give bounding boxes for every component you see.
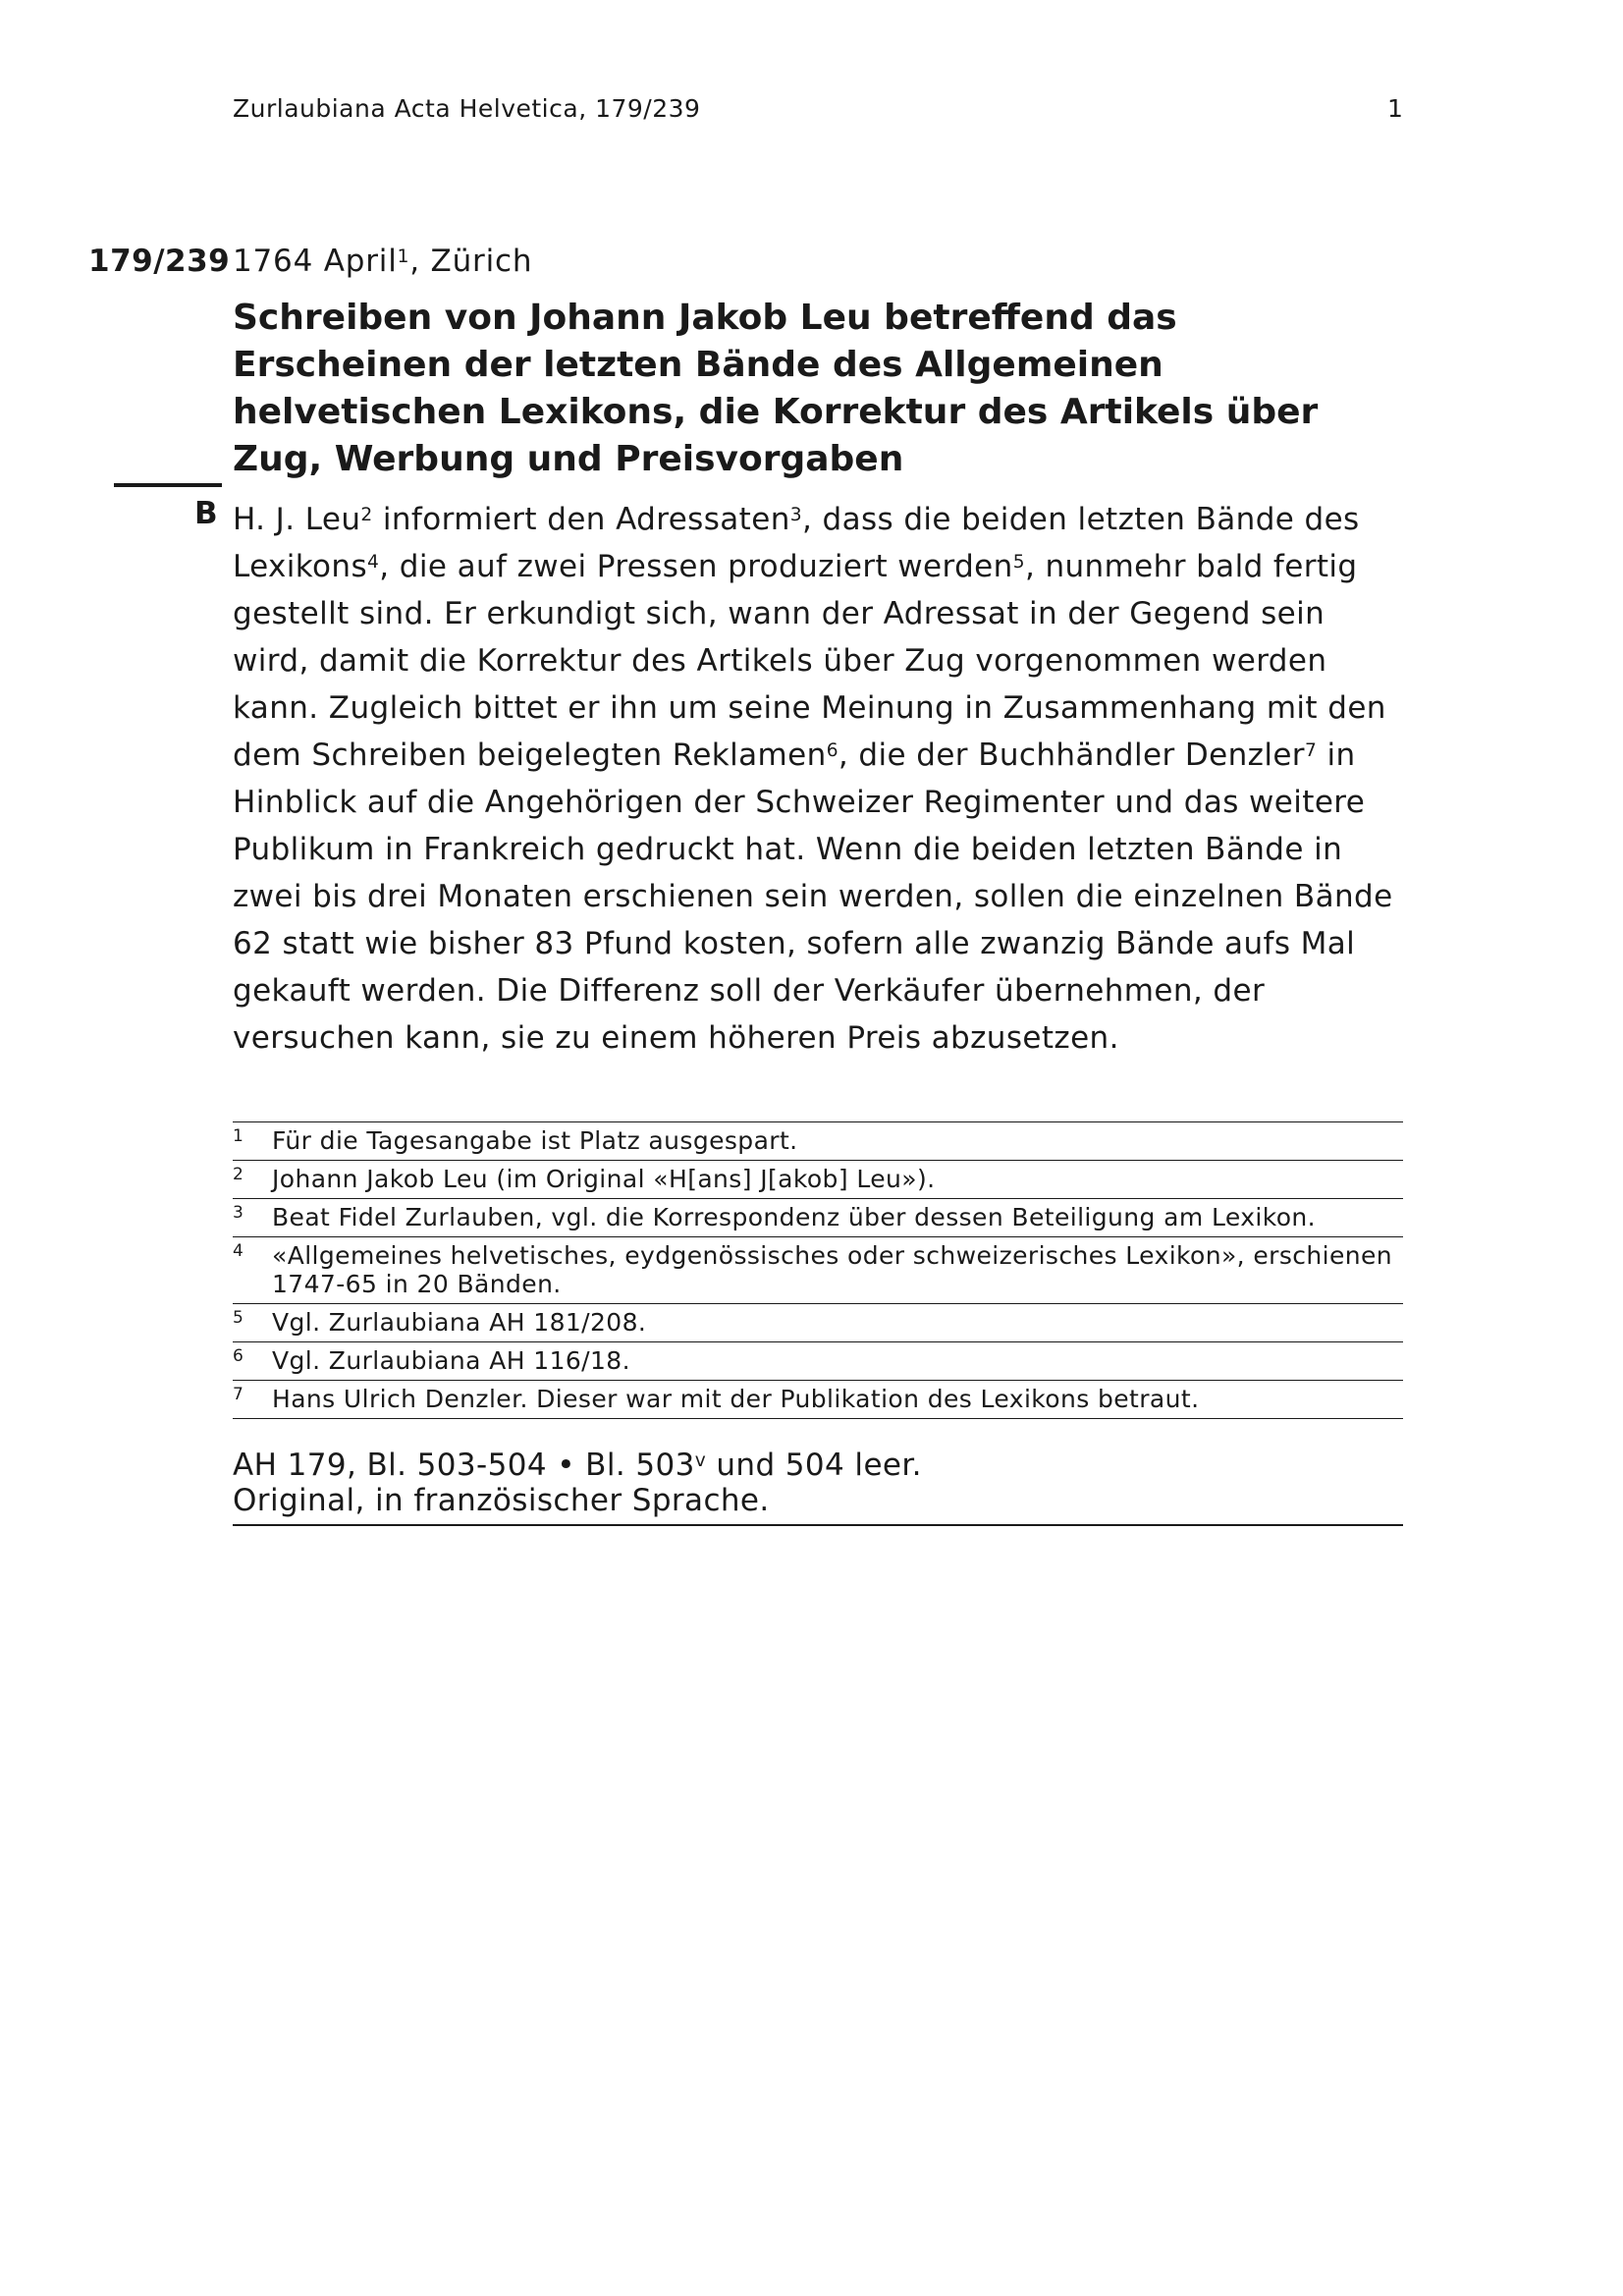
footnote-ref[interactable]: 5: [1012, 551, 1025, 573]
source-line-1: [233, 1448, 1403, 1483]
footnote-number: 1: [233, 1126, 244, 1146]
verso-mark: v: [694, 1449, 707, 1471]
abstract-segment: , die der Buchhändler Denzler: [838, 738, 1305, 773]
source-line-2: Original, in französischer Sprache.: [233, 1483, 770, 1518]
footnote-text: Johann Jakob Leu (im Original «H[ans] J[akob] Leu»).: [272, 1165, 936, 1193]
footnote-number: 3: [233, 1203, 244, 1223]
abstract-segment: , nunmehr bald fertig gestellt sind. Er erkundigt sich, wann der Adressat in der Gegend sein wird, damit die Korrektur des Artikels über Zug vorgenommen werden kann. Zugleich bittet er ihn um seine Meinung in Zusammenhang mit den dem Schreiben beigelegten Reklamen: [233, 549, 1386, 773]
footnote-number: 2: [233, 1165, 244, 1184]
footnote-number: 7: [233, 1385, 244, 1404]
abstract-segment: , die auf zwei Pressen produziert werden: [379, 549, 1013, 584]
footnote-text: Für die Tagesangabe ist Platz ausgespart.: [272, 1126, 798, 1155]
abstract-text: [233, 496, 1411, 1062]
source-text: und 504 leer.: [706, 1448, 922, 1483]
footnote: [233, 1237, 1403, 1304]
running-header: Zurlaubiana Acta Helvetica, 179/239: [233, 94, 701, 123]
footnote: [233, 1381, 1403, 1419]
footnote-number: 4: [233, 1241, 244, 1261]
footnote: [233, 1342, 1403, 1381]
abstract-segment: in Hinblick auf die Angehörigen der Schweizer Regimenter und das weitere Publikum in Frankreich gedruckt hat. Wenn die beiden letzten Bände in zwei bis drei Monaten erschienen sein werden, sollen die einzelnen Bände 62 statt wie bisher 83 Pfund kosten, sofern alle zwanzig Bände aufs Mal gekauft werden. Die Differenz soll der Verkäufer übernehmen, der versuchen kann, sie zu einem höheren Preis abzusetzen.: [233, 738, 1393, 1056]
footnote-ref[interactable]: 4: [367, 551, 380, 573]
footnote-text: «Allgemeines helvetisches, eydgenössisches oder schweizerisches Lexikon», erschienen 1747-65 in 20 Bänden.: [272, 1241, 1393, 1298]
footnote: [233, 1199, 1403, 1237]
footnote-ref[interactable]: 1: [397, 246, 410, 267]
footnotes: [233, 1121, 1403, 1419]
footnote: [233, 1161, 1403, 1199]
footnote-text: Vgl. Zurlaubiana AH 116/18.: [272, 1346, 630, 1375]
abstract-segment: , dass die beiden letzten Bände des Lexikons: [233, 502, 1360, 584]
document-number: 179/239: [88, 244, 231, 279]
footnote: [233, 1304, 1403, 1342]
footnote-ref[interactable]: 2: [360, 504, 373, 525]
footnote: [233, 1122, 1403, 1161]
abstract-marker: B: [194, 496, 218, 531]
footnote-text: Hans Ulrich Denzler. Dieser war mit der Publikation des Lexikons betraut.: [272, 1385, 1200, 1413]
source-note: [233, 1448, 1403, 1526]
section-divider: [114, 483, 222, 487]
footnote-ref[interactable]: 7: [1304, 739, 1318, 761]
place-text: , Zürich: [409, 244, 533, 279]
date-place-line: [233, 244, 532, 279]
footnote-number: 5: [233, 1308, 244, 1328]
source-text: AH 179, Bl. 503-504 • Bl. 503: [233, 1448, 695, 1483]
footnote-ref[interactable]: 6: [826, 739, 839, 761]
footnote-text: Beat Fidel Zurlauben, vgl. die Korrespondenz über dessen Beteiligung am Lexikon.: [272, 1203, 1317, 1231]
date-text: 1764 April: [233, 244, 398, 279]
document-title: Schreiben von Johann Jakob Leu betreffend das Erscheinen der letzten Bände des Allgemeinen helvetischen Lexikons, die Korrektur des Artikels über Zug, Werbung und Preisvorgaben: [233, 298, 1319, 479]
footnote-number: 6: [233, 1346, 244, 1366]
footnote-text: Vgl. Zurlaubiana AH 181/208.: [272, 1308, 647, 1337]
abstract-segment: informiert den Adressaten: [372, 502, 790, 537]
abstract-segment: H. J. Leu: [233, 502, 361, 537]
footnote-ref[interactable]: 3: [789, 504, 802, 525]
page-number: 1: [1387, 94, 1403, 123]
